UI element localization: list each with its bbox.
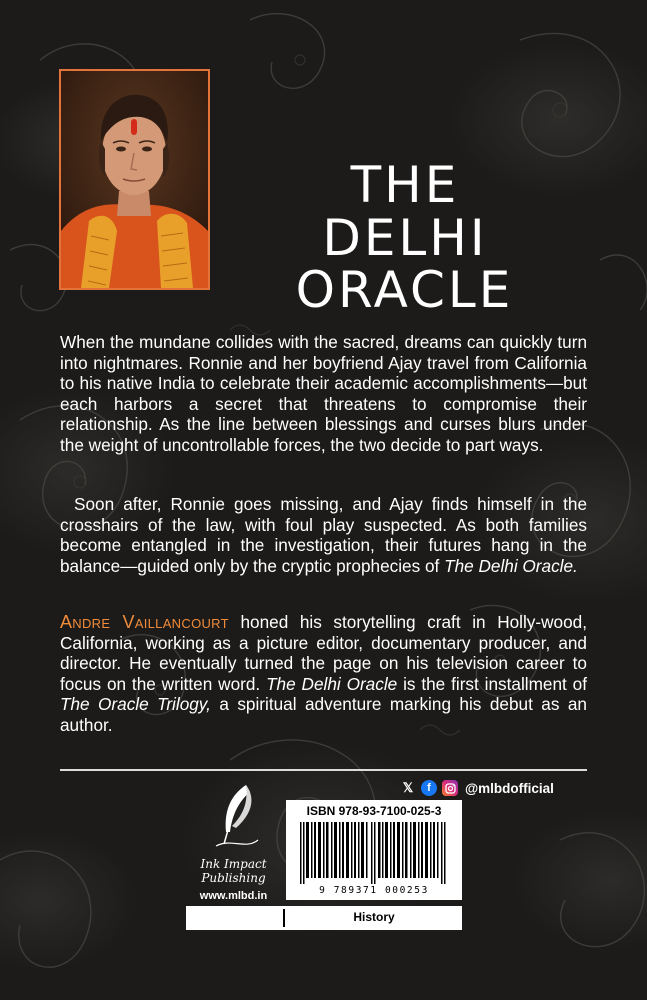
author-portrait-icon <box>61 71 208 288</box>
facebook-icon[interactable]: f <box>421 780 437 796</box>
isbn-barcode <box>286 800 462 900</box>
author-bio-text-b: is the first installment of <box>397 673 587 694</box>
title-line-oracle: ORACLE <box>295 261 514 319</box>
social-links <box>400 779 554 797</box>
quill-icon <box>186 780 281 855</box>
title-line-the: THE <box>350 156 460 214</box>
author-bio-italic-a: The Delhi Oracle <box>266 673 398 694</box>
blurb-paragraph-2 <box>60 494 587 576</box>
category-bar <box>186 906 462 930</box>
author-bio-text-a: honed his storytelling craft in Holly-wood, California, working as a picture editor, documentary producer, and director. He eventually turned the page on his television career to focus on the written word. <box>60 612 587 694</box>
barcode-digits: 9 789371 000253 <box>319 885 429 896</box>
category-label: History <box>353 910 395 924</box>
social-handle[interactable]: @mlbdofficial <box>465 780 554 796</box>
instagram-icon[interactable] <box>442 780 458 796</box>
barcode-icon <box>294 822 454 884</box>
blurb-paragraph-2-text: Soon after, Ronnie goes missing, and Ajay finds himself in the crosshairs of the law, with foul play suspected. As both families become entangled in the investigation, their futures hang in the balance—guided only by the cryptic prophecies of <box>60 494 587 576</box>
blurb-paragraph-2-book-title: The Delhi Oracle. <box>444 555 578 576</box>
isbn-label: ISBN 978-93-7100-025-3 <box>306 804 442 818</box>
category-separator <box>283 909 285 927</box>
title-line-delhi: DELHI <box>322 209 488 267</box>
author-name: Andre Vaillancourt <box>60 612 229 632</box>
author-bio <box>60 612 587 736</box>
x-icon[interactable]: 𝕏 <box>402 780 414 795</box>
publisher-url[interactable]: www.mlbd.in <box>199 890 268 902</box>
author-bio-italic-b: The Oracle Trilogy, <box>60 694 211 715</box>
blurb-paragraph-1: When the mundane collides with the sacred, dreams can quickly turn into nightmares. Ronnie and her boyfriend Ajay travel from California to his native India to celebrate their academic accomplishments—but each harbors a secret that threatens to compromise their relationship. As the line between blessings and curses blurs under the weight of uncontrollable forces, the two decide to part ways. <box>60 332 587 455</box>
divider <box>60 769 587 771</box>
publisher-name: Ink Impact Publishing <box>200 857 267 885</box>
publisher-logo <box>186 780 281 900</box>
author-bio-text-c: a spiritual adventure marking his debut as an author. <box>60 694 587 735</box>
author-photo <box>59 69 210 290</box>
